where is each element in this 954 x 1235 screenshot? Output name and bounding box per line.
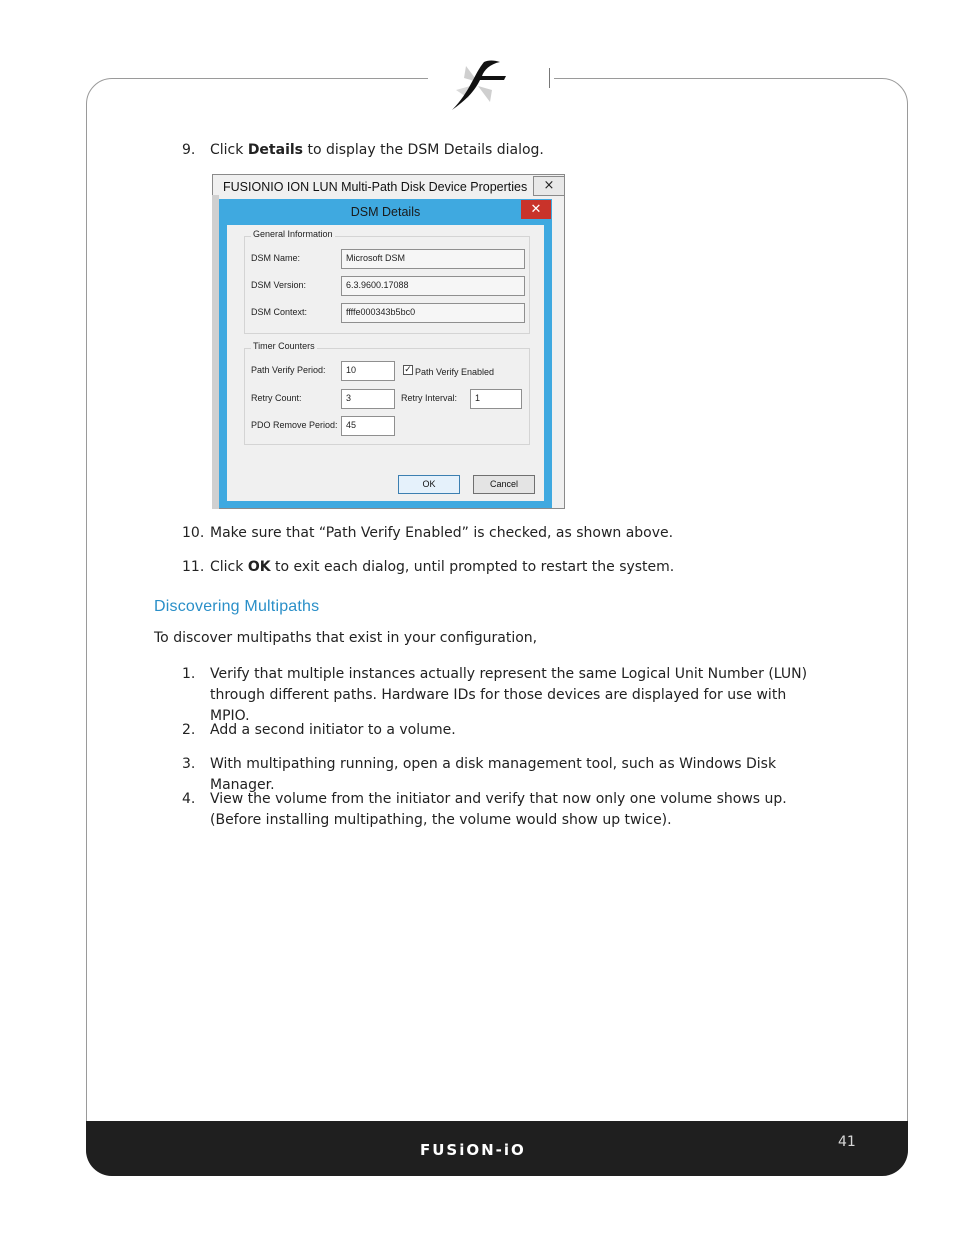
dialog-close-icon[interactable]: ✕ — [521, 200, 551, 219]
step-text: Add a second initiator to a volume. — [210, 722, 456, 738]
pdo-remove-period-input[interactable]: 45 — [341, 416, 395, 436]
step-number: 1. — [182, 666, 196, 682]
close-icon[interactable]: × — [533, 176, 565, 196]
step-text-pre: Click — [210, 559, 248, 575]
step-text-post: to exit each dialog, until prompted to restart the system. — [270, 559, 675, 575]
step-text-pre: Click — [210, 142, 248, 158]
page-footer — [86, 1121, 908, 1176]
fusion-io-wordmark: FUSiON-iO — [420, 1141, 526, 1159]
dsm-details-dialog — [219, 199, 552, 508]
ok-button[interactable]: OK — [398, 475, 460, 494]
page-number: 41 — [838, 1134, 856, 1150]
step-text: Make sure that “Path Verify Enabled” is checked, as shown above. — [210, 525, 674, 541]
frame-tick — [549, 68, 550, 88]
dsm-name-label: DSM Name: — [251, 253, 301, 263]
dsm-name-field[interactable]: Microsoft DSM — [341, 249, 525, 269]
dialog-body — [227, 225, 544, 501]
dialog-title: DSM Details — [350, 205, 421, 219]
path-verify-period-label: Path Verify Period: — [251, 365, 326, 375]
retry-interval-input[interactable]: 1 — [470, 389, 522, 409]
step-text — [210, 140, 830, 161]
dsm-context-field[interactable]: ffffe000343b5bc0 — [341, 303, 525, 323]
step-number: 10. — [182, 525, 205, 541]
dsm-version-field[interactable]: 6.3.9600.17088 — [341, 276, 525, 296]
step-number: 9. — [182, 142, 196, 158]
dsm-context-label: DSM Context: — [251, 307, 308, 317]
step-text-post: to display the DSM Details dialog. — [303, 142, 544, 158]
retry-interval-label: Retry Interval: — [401, 393, 458, 403]
step-number: 11. — [182, 559, 205, 575]
path-verify-period-input[interactable]: 10 — [341, 361, 395, 381]
path-verify-enabled-checkbox[interactable]: ✓ — [404, 365, 412, 375]
details-emphasis: Details — [247, 142, 303, 158]
group-label: Timer Counters — [253, 341, 315, 351]
pdo-remove-period-label: PDO Remove Period: — [251, 420, 338, 430]
ok-emphasis: OK — [247, 559, 271, 575]
step-number: 2. — [182, 722, 196, 738]
path-verify-enabled-label: Path Verify Enabled — [415, 367, 495, 377]
intro-paragraph: To discover multipaths that exist in your configuration, — [154, 630, 538, 646]
cancel-button[interactable]: Cancel — [473, 475, 535, 494]
fusion-io-logo-icon — [444, 52, 512, 116]
dsm-version-label: DSM Version: — [251, 280, 307, 290]
step-text — [210, 557, 830, 578]
step-number: 4. — [182, 791, 196, 807]
step-text: Verify that multiple instances actually represent the same Logical Unit Number (LUN) through different paths. Hardware IDs for those devices are displayed for use with MPIO. — [210, 666, 808, 724]
step-text: View the volume from the initiator and verify that now only one volume shows up. (Before installing multipathing, the volume would show up twice). — [210, 791, 787, 828]
retry-count-label: Retry Count: — [251, 393, 302, 403]
window-edge — [212, 195, 219, 509]
window-title: FUSIONIO ION LUN Multi-Path Disk Device Properties — [223, 180, 528, 194]
section-heading: Discovering Multipaths — [154, 598, 320, 615]
step-text: With multipathing running, open a disk management tool, such as Windows Disk Manager. — [210, 756, 777, 793]
group-label: General Information — [253, 229, 333, 239]
retry-count-input[interactable]: 3 — [341, 389, 395, 409]
step-number: 3. — [182, 756, 196, 772]
